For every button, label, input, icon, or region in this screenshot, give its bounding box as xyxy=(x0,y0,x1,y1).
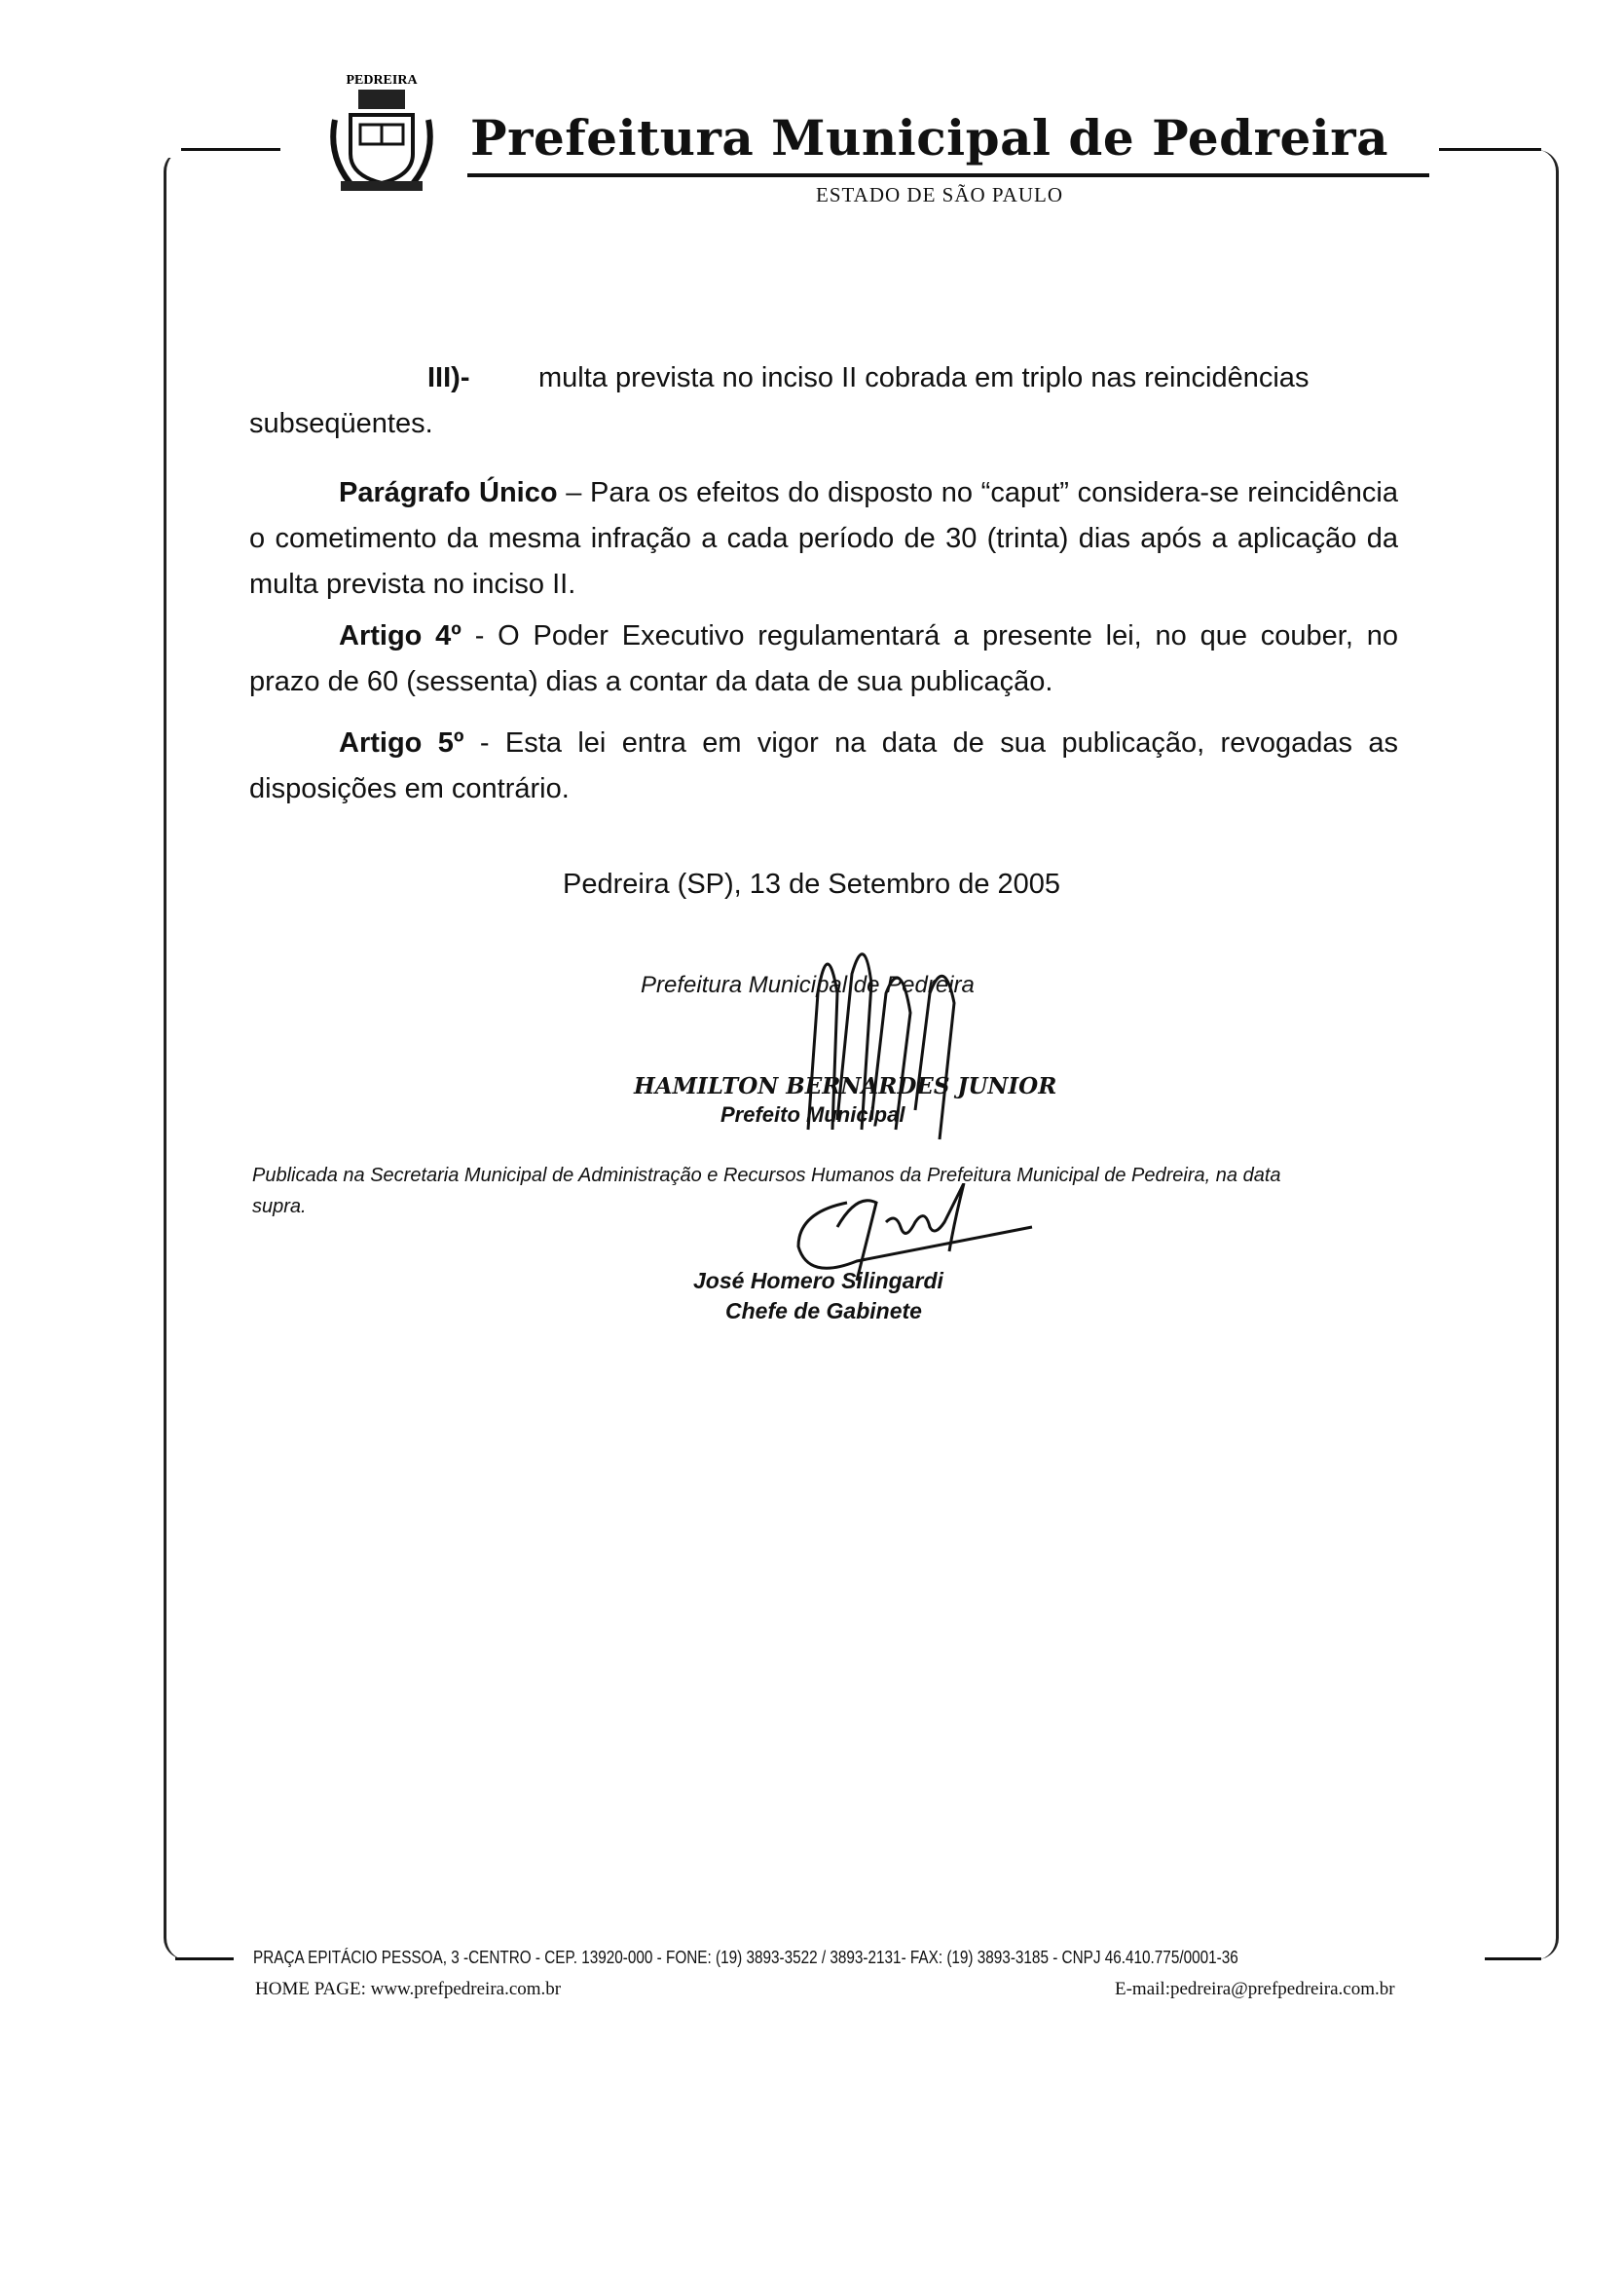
publication-text-continuation: supra. xyxy=(252,1196,307,1217)
paragrafo-unico xyxy=(249,470,1398,608)
artigo-5 xyxy=(249,721,1398,812)
artigo5-text: - Esta lei entra em vigor na data de sua publicação, revogadas as disposições em contrário. xyxy=(249,727,1398,804)
mayor-handwritten-signature xyxy=(779,935,974,1149)
frame-bottom-right-line xyxy=(1485,1957,1541,1960)
artigo4-text: - O Poder Executivo regulamentará a presente lei, no que couber, no prazo de 60 (sessenta) dias a contar da data de sua publicação. xyxy=(249,620,1398,697)
footer-email: E-mail:pedreira@prefpedreira.com.br xyxy=(1115,1979,1395,1999)
item-iii-continuation: subseqüentes. xyxy=(249,408,433,439)
header-subtitle: ESTADO DE SÃO PAULO xyxy=(816,183,1063,206)
footer-homepage: HOME PAGE: www.prefpedreira.com.br xyxy=(255,1979,562,1999)
mayor-name: HAMILTON BERNARDES JUNIOR xyxy=(634,1073,1057,1099)
svg-text:PEDREIRA: PEDREIRA xyxy=(346,73,418,88)
artigo-4 xyxy=(249,614,1398,705)
publication-text: Publicada na Secretaria Municipal de Administração e Recursos Humanos da Prefeitura Municipal de Pedreira, na data xyxy=(252,1165,1281,1186)
chief-name: José Homero Silingardi xyxy=(693,1268,943,1293)
chief-role: Chefe de Gabinete xyxy=(725,1298,922,1323)
signature-institution: Prefeitura Municipal de Pedreira xyxy=(641,972,975,998)
item-iii-text: multa prevista no inciso II cobrada em triplo nas reincidências xyxy=(538,362,1310,393)
date-line: Pedreira (SP), 13 de Setembro de 2005 xyxy=(563,869,1061,900)
artigo4-label: Artigo 4º xyxy=(339,620,461,651)
frame-bottom-left-line xyxy=(175,1957,234,1960)
municipal-seal-logo xyxy=(321,66,443,203)
frame-top-right-line xyxy=(1439,148,1541,151)
header-underline xyxy=(467,173,1429,177)
header-title: Prefeitura Municipal de Pedreira xyxy=(470,109,1389,167)
item-iii-label: III)- xyxy=(427,362,470,393)
paragrafo-label: Parágrafo Único xyxy=(339,477,558,508)
mayor-role: Prefeito Municipal xyxy=(720,1102,905,1127)
artigo5-label: Artigo 5º xyxy=(339,727,464,759)
paragrafo-text: – Para os efeitos do disposto no “caput” considera-se reincidência o cometimento da mesma infração a cada período de 30 (trinta) dias após a aplicação da multa prevista no inciso II. xyxy=(249,477,1398,600)
frame-top-left-line xyxy=(175,148,280,151)
frame-mask xyxy=(162,146,181,158)
footer-address: PRAÇA EPITÁCIO PESSOA, 3 -CENTRO - CEP. 13920-000 - FONE: (19) 3893-3522 / 3893-2131- FAX: (19) 3893-3185 - CNPJ 46.410.775/0001-36 xyxy=(253,1948,1238,1967)
